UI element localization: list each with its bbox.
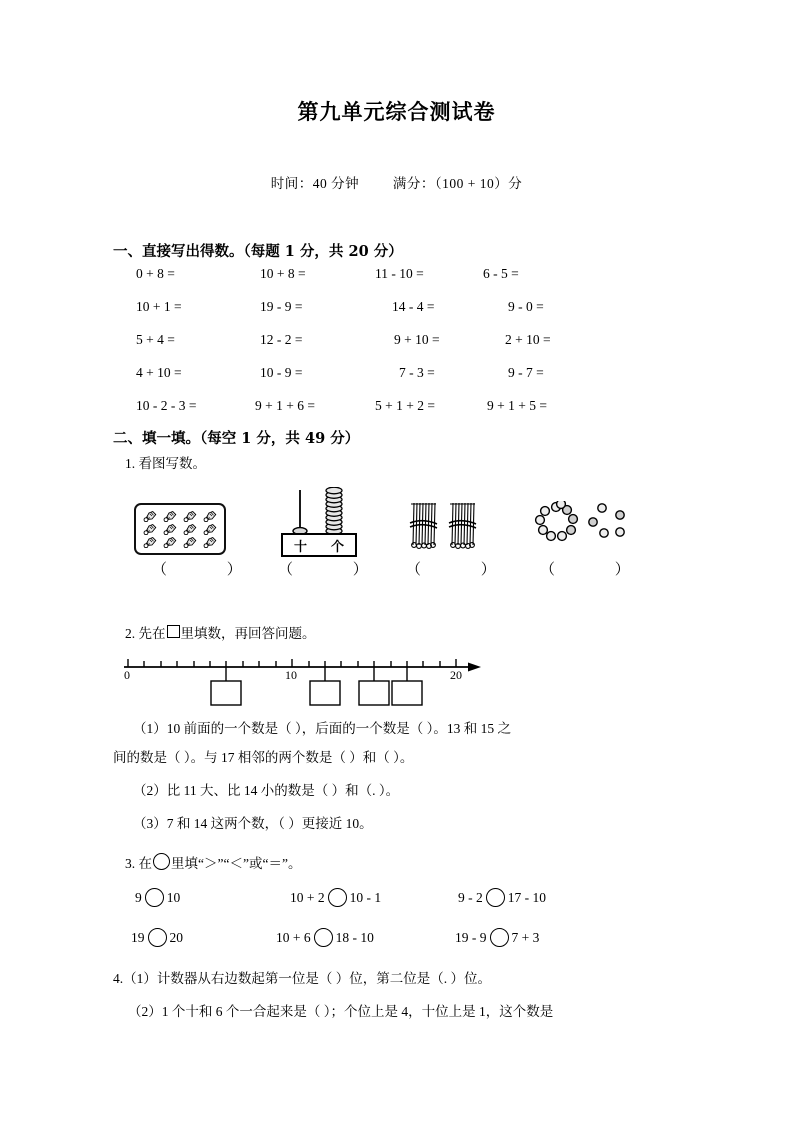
calc-problem: 14 - 4 = [392, 299, 435, 314]
answer-blank-picture-3[interactable]: （ ） [406, 562, 524, 578]
exam-total-score: 满分：（100 + 10）分 [392, 176, 523, 191]
calc-problem: 9 + 10 = [394, 332, 440, 347]
shuttlecock-icon [143, 536, 158, 548]
calc-problem: 10 - 2 - 3 = [136, 398, 197, 413]
compare-circle-blank[interactable] [486, 888, 505, 907]
calc-problem: 9 + 1 + 6 = [255, 398, 315, 413]
compare-circle-blank[interactable] [148, 928, 167, 947]
compare-right: 17 - 10 [507, 889, 546, 905]
stick-bundle-icon [408, 501, 480, 557]
answer-blank-picture-1[interactable]: （ ） [152, 562, 270, 578]
number-line [0, 648, 793, 714]
compare-item[interactable] [290, 888, 381, 907]
beads-icon [532, 501, 632, 559]
calc-problem: 9 - 7 = [508, 365, 544, 380]
compare-left: 19 [131, 929, 145, 945]
question-2-2-label-post: 里填数，再回答问题。 [180, 626, 316, 641]
question-2-2-label-pre: 2. 先在 [125, 626, 166, 641]
compare-item[interactable] [458, 888, 546, 907]
numberline-tick-label-10: 10 [285, 668, 297, 682]
compare-circle-blank[interactable] [145, 888, 164, 907]
ones-place-label: 个 [330, 539, 344, 555]
question-2-1-label: 1. 看图写数。 [125, 456, 206, 471]
answer-blank-picture-4[interactable]: （ ） [540, 562, 658, 578]
calc-problem: 4 + 10 = [136, 365, 182, 380]
compare-left: 9 - 2 [458, 889, 483, 905]
shuttlecock-icon [163, 536, 178, 548]
shuttlecock-icon [143, 510, 158, 522]
calc-problem: 19 - 9 = [260, 299, 303, 314]
calc-problem: 10 + 8 = [260, 266, 306, 281]
page-title: 第九单元综合测试卷 [297, 99, 496, 124]
shuttlecock-icon [143, 523, 158, 535]
compare-item[interactable] [135, 888, 180, 907]
answer-blank-picture-2[interactable]: （ ） [278, 562, 396, 578]
compare-right: 20 [169, 929, 183, 945]
compare-left: 10 + 2 [290, 889, 325, 905]
shuttlecock-icon [203, 536, 218, 548]
compare-item[interactable] [131, 928, 183, 947]
calc-problem: 11 - 10 = [375, 266, 424, 281]
compare-right: 10 [166, 889, 181, 905]
question-2-4-line-2: （2）1 个十和 6 个一合起来是（ ）；个位上是 4，十位上是 1，这个数是 [128, 1004, 554, 1019]
compare-item[interactable] [455, 928, 539, 947]
calc-problem: 9 + 1 + 5 = [487, 398, 547, 413]
picture-group [0, 487, 793, 587]
number-line-svg [0, 648, 793, 714]
compare-right: 10 - 1 [349, 889, 382, 905]
shuttlecock-icon [183, 523, 198, 535]
question-2-2-label [125, 622, 316, 642]
calc-problem: 2 + 10 = [505, 332, 551, 347]
section-2-heading: 二、填一填。（每空 1 分，共 49 分） [113, 430, 360, 447]
numberline-tick-label-20: 20 [450, 668, 462, 682]
calc-problem: 7 - 3 = [399, 365, 435, 380]
shuttlecock-icon [163, 510, 178, 522]
compare-left: 19 - 9 [455, 929, 487, 945]
question-2-2-line-3: （2）比 11 大、比 14 小的数是（ ）和（. ）。 [133, 783, 400, 798]
circle-placeholder-icon [153, 853, 170, 870]
picture-stick-bundles [408, 501, 480, 562]
question-2-3-label-pre: 3. 在 [125, 856, 152, 871]
shuttlecock-icon [203, 510, 218, 522]
exam-time: 时间：40 分钟 [270, 176, 360, 191]
calc-problem: 10 + 1 = [136, 299, 182, 314]
question-2-3-label [125, 852, 301, 872]
calc-problem: 12 - 2 = [260, 332, 303, 347]
question-2-4-line-1: 4.（1）计数器从右边数起第一位是（ ）位，第二位是（. ）位。 [113, 971, 491, 986]
shuttlecock-icon [183, 536, 198, 548]
shuttlecock-icon [203, 523, 218, 535]
compare-left: 10 + 6 [276, 929, 311, 945]
shuttlecock-icon [163, 523, 178, 535]
section-1-heading: 一、直接写出得数。（每题 1 分，共 20 分） [113, 243, 403, 260]
picture-shuttlecocks [134, 503, 226, 555]
calc-problem: 5 + 4 = [136, 332, 175, 347]
calc-problem: 6 - 5 = [483, 266, 519, 281]
tens-place-label: 十 [293, 539, 307, 555]
calc-problem: 10 - 9 = [260, 365, 303, 380]
compare-right: 18 - 10 [335, 929, 374, 945]
question-2-2-line-4: （3）7 和 14 这两个数，（ ）更接近 10。 [133, 816, 373, 831]
compare-circle-blank[interactable] [314, 928, 333, 947]
question-2-2-line-1: （1）10 前面的一个数是（ ），后面的一个数是（ ）。13 和 15 之 [133, 721, 511, 736]
calc-problem: 5 + 1 + 2 = [375, 398, 435, 413]
compare-left: 9 [135, 889, 142, 905]
calc-problem: 0 + 8 = [136, 266, 175, 281]
calc-problem: 9 - 0 = [508, 299, 544, 314]
square-placeholder-icon [167, 625, 180, 638]
compare-right: 7 + 3 [511, 929, 540, 945]
compare-item[interactable] [276, 928, 374, 947]
exam-meta [0, 172, 793, 192]
shuttlecock-icon [183, 510, 198, 522]
picture-counting-frame [272, 487, 372, 564]
compare-circle-blank[interactable] [490, 928, 509, 947]
picture-bead-group [532, 501, 632, 564]
question-2-2-line-2: 间的数是（ ）。与 17 相邻的两个数是（ ）和（ ）。 [113, 750, 414, 765]
numberline-tick-label-0: 0 [124, 668, 130, 682]
question-2-3-label-post: 里填“＞”“＜”或“＝”。 [171, 856, 302, 871]
compare-circle-blank[interactable] [328, 888, 347, 907]
